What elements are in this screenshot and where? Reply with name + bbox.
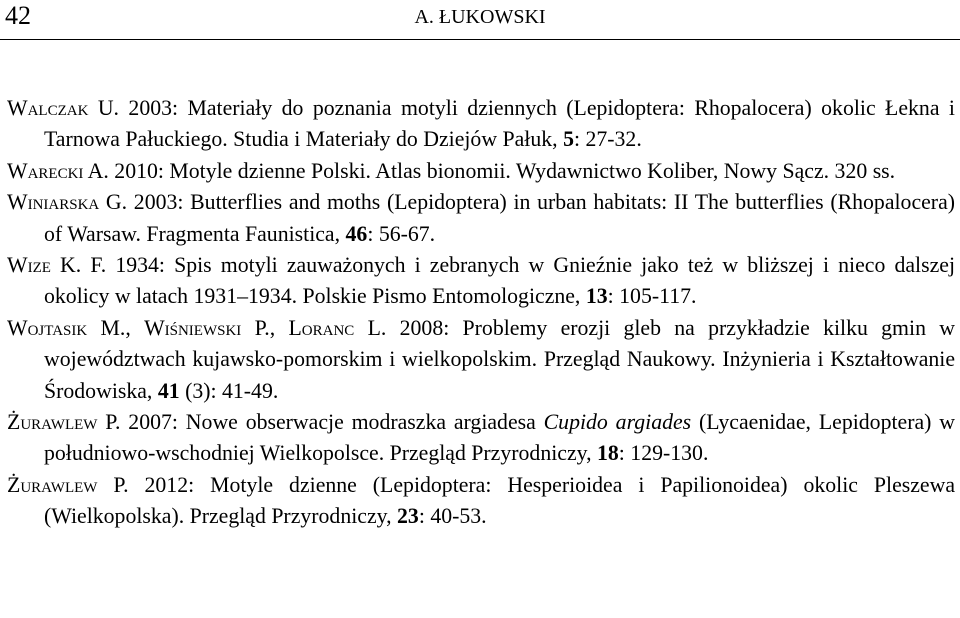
running-head: A. ŁUKOWSKI [414, 6, 546, 28]
reference-list [7, 93, 955, 533]
reference-pages: : 105-117. [607, 284, 697, 309]
reference-text: 2003: Butterflies and moths (Lepidoptera) in urban habitats: II The butterflies (Rhopalocera) of Warsaw. Fragmenta Faunistica, [44, 190, 955, 246]
reference-pages: (3): 41-49. [179, 378, 279, 403]
page-number: 42 [5, 1, 31, 30]
reference-author: Żurawlew P. [7, 472, 129, 497]
reference-volume: 5 [563, 127, 574, 152]
reference-item [7, 156, 955, 187]
reference-text: (Lycaenidae, Lepidoptera) w południowo-wschodniej Wielkopolsce. Przegląd Przyrodniczy, [44, 410, 955, 466]
reference-item [7, 407, 955, 470]
reference-item [7, 93, 955, 156]
reference-item [7, 250, 955, 313]
author-separator: , [125, 315, 145, 340]
reference-author: Winiarska G. [7, 190, 128, 215]
reference-text: 2012: Motyle dzienne (Lepidoptera: Hesperioidea i Papilionoidea) okolic Pleszewa (Wielkopolska). Przegląd Przyrodniczy, [44, 472, 955, 529]
page-header [0, 0, 960, 40]
reference-item [7, 313, 955, 407]
reference-volume: 41 [157, 378, 180, 403]
author-separator: , [269, 315, 289, 340]
reference-author: Żurawlew P. [7, 410, 121, 435]
reference-text: 2008: Problemy erozji gleb na przykładzie kilku gmin w województwach kujawsko-pomorskim i wielkopolskim. Przegląd Naukowy. Inżynieria i Kształtowanie Środowiska, [44, 315, 955, 403]
reference-volume: 13 [585, 284, 608, 309]
reference-volume: 18 [597, 441, 619, 466]
reference-author: Warecki A. [7, 158, 109, 183]
reference-pages: : 129-130. [618, 441, 709, 466]
reference-pages: : 27-32. [573, 127, 642, 152]
reference-author: Walczak U. [7, 96, 120, 120]
reference-author: Wiśniewski P. [144, 315, 270, 340]
reference-item [7, 470, 955, 533]
reference-text: 1934: Spis motyli zauważonych i zebranych w Gnieźnie jako też w bliższej i nieco dalszej okolicy w latach 1931–1934. Polskie Pismo Entomologiczne, [44, 253, 955, 309]
reference-volume: 23 [397, 504, 419, 529]
reference-author: Loranc L. [288, 315, 387, 340]
reference-pages: : 56-67. [367, 221, 436, 246]
reference-item [7, 187, 955, 250]
reference-text: 2010: Motyle dzienne Polski. Atlas bionomii. Wydawnictwo Koliber, Nowy Sącz. 320 ss. [108, 158, 896, 183]
reference-pages: : 40-53. [418, 504, 487, 529]
reference-text: 2007: Nowe obserwacje modraszka argiadesa [120, 410, 544, 435]
reference-text: 2003: Materiały do poznania motyli dziennych (Lepidoptera: Rhopalocera) okolic Łekna i Tarnowa Pałuckiego. Studia i Materiały do Dziejów Pałuk, [44, 96, 955, 152]
reference-volume: 46 [345, 221, 368, 246]
reference-author: Wojtasik M. [7, 315, 126, 340]
taxon-name: Cupido argiades [543, 410, 692, 435]
reference-author: Wize K. F. [7, 253, 107, 278]
